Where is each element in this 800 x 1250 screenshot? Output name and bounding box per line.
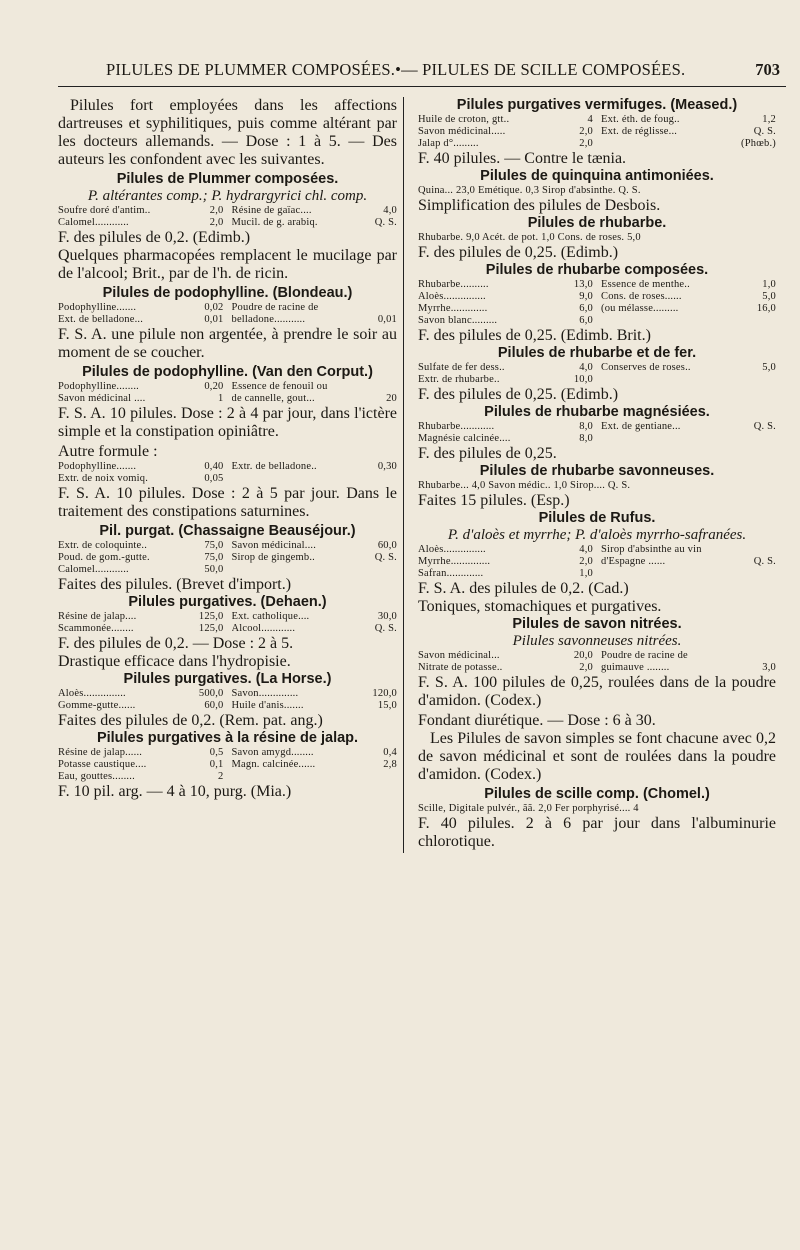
formula-cell [58,611,224,623]
ingredient-name: Ext. catholique.... [231,611,310,622]
ingredient-name: Huile de croton, gtt.. [418,114,510,125]
ingredient-name: Poud. de gom.-gutte. [58,552,150,563]
ingredient-name: Savon médicinal..... [418,126,506,137]
formula-cell [58,552,224,564]
formula-cell [418,138,593,150]
ingredient-name: Extr. de noix vomiq. [58,473,149,484]
formula-cell [58,688,224,700]
ingredient-quantity: 20 [386,393,397,404]
heading-podo-blondeau: Pilules de podophylline. (Blondeau.) [102,285,353,301]
ingredient-name: Rhubarbe.......... [418,279,489,290]
ingredient-quantity: 2,0 [579,556,593,567]
ingredient-name: Podophylline........ [58,381,140,392]
note-jalap: F. 10 pil. arg. — 4 à 10, purg. (Mia.) [58,783,292,800]
formula-cell [601,362,776,374]
left-column [58,97,403,853]
formula-quinquina [418,185,776,197]
ingredient-name: Savon médicinal... [418,650,500,661]
ingredient-quantity: 50,0 [204,564,224,575]
ingredient-name: Safran............. [418,568,484,579]
ingredient-quantity: 2,0 [579,662,593,673]
formula-cell [601,126,776,138]
formula-line: Scille, Digitale pulvér., ãã. 2,0 Fer porphyrisé.... 4 [418,803,639,814]
ingredient-quantity: 5,0 [762,291,776,302]
ingredient-name: Scammonée........ [58,623,134,634]
ingredient-quantity: 0,40 [204,461,224,472]
autre-formule: Autre formule : [58,443,158,460]
formula-cell [58,461,224,473]
ingredient-quantity: 8,0 [579,421,593,432]
ingredient-name: Soufre doré d'antim.. [58,205,151,216]
note-quinquina: Simplification des pilules de Desbois. [418,197,661,214]
ingredient-quantity: 0,20 [204,381,224,392]
heading-scille-chomel: Pilules de scille comp. (Chomel.) [484,786,710,802]
ingredient-quantity: 120,0 [372,688,397,699]
formula-cell [58,302,224,314]
ingredient-quantity: 15,0 [377,700,397,711]
formula-line: Rhubarbe... 4,0 Savon médic.. 1,0 Sirop.... Q. S. [418,480,631,491]
formula-cell [232,623,398,635]
note-savon-nitrees-1: F. S. A. 100 pilules de 0,25, roulées dans de la poudre d'amidon. (Codex.) [418,674,776,709]
formula-cell [418,433,593,445]
formula-cell [418,374,593,386]
note-scille-chomel: F. 40 pilules. 2 à 6 par jour dans l'albuminurie chlorotique. [418,815,776,850]
ingredient-name: Ext. de gentiane... [601,421,681,432]
formula-cell [58,759,224,771]
ingredient-name: Savon médicinal .... [58,393,146,404]
ingredient-quantity: 4 [587,114,593,125]
formula-cell [232,688,398,700]
ingredient-name: Sirop de gingemb.. [231,552,316,563]
formula-cell [232,552,398,564]
formula-cell [232,381,398,393]
page-number: 703 [755,60,780,79]
formula-line: Rhubarbe. 9,0 Acét. de pot. 1,0 Cons. de roses. 5,0 [418,232,641,243]
formula-line: Quina... 23,0 Emétique. 0,3 Sirop d'absinthe. Q. S. [418,185,641,196]
formula-cell [58,381,224,393]
heading-rhubarbe-savon: Pilules de rhubarbe savonneuses. [479,463,715,479]
ingredient-name: Essence de menthe.. [601,279,690,290]
ingredient-name: Extr. de coloquinte.. [58,540,148,551]
formula-cell [601,138,776,150]
ingredient-quantity: 6,0 [579,315,593,326]
formula-cell [418,291,593,303]
ingredient-quantity: 4,0 [383,205,397,216]
ingredient-name: Aloès............... [418,291,486,302]
running-header [58,60,786,87]
formula-podo-blondeau [58,302,397,326]
ingredient-quantity: 0,01 [377,314,397,325]
formula-cell [232,205,398,217]
ingredient-name: Résine de jalap...... [58,747,143,758]
note-podo-corput-2: F. S. A. 10 pilules. Dose : 2 à 5 par jour. Dans le traitement des constipations saturnines. [58,485,397,520]
ingredient-quantity: Q. S. [374,552,397,563]
right-column [403,97,776,853]
ingredient-name: Podophylline....... [58,302,137,313]
formula-rhubarbe-savon [418,480,776,492]
note-rhubarbe-magn: F. des pilules de 0,25. [418,445,557,462]
ingredient-quantity: 75,0 [204,540,224,551]
formula-cell [601,421,776,433]
ingredient-name: Savon blanc......... [418,315,498,326]
formula-rhubarbe-comp [418,279,776,327]
ingredient-name: Conserves de roses.. [601,362,691,373]
note-rufus-1: F. S. A. des pilules de 0,2. (Cad.) [418,580,629,597]
formula-cell [232,302,398,314]
ingredient-quantity: Q. S. [374,217,397,228]
ingredient-name: belladone........... [231,314,306,325]
note-rhubarbe-comp: F. des pilules de 0,25. (Edimb. Brit.) [418,327,651,344]
formula-cell [58,314,224,326]
formula-cell [232,461,398,473]
ingredient-name: Savon.............. [231,688,299,699]
formula-cell [232,217,398,229]
formula-cell [601,279,776,291]
formula-cell [232,393,398,405]
formula-cell [601,114,776,126]
ingredient-name: Extr. de belladone.. [231,461,317,472]
ingredient-name: Sulfate de fer dess.. [418,362,505,373]
formula-cell [58,771,224,783]
ingredient-name: Calomel............ [58,564,129,575]
formula-cell [418,362,593,374]
ingredient-quantity: 1 [218,393,224,404]
ingredient-quantity: 2,0 [209,217,224,228]
ingredient-quantity: 60,0 [377,540,397,551]
ingredient-quantity: 6,0 [579,303,593,314]
heading-rhubarbe-fer: Pilules de rhubarbe et de fer. [497,345,697,361]
formula-cell [58,205,224,217]
intro-paragraph: Pilules fort employées dans les affections dartreuses et syphilitiques, puis comme altérant par les docteurs allemands. — Dose : 1 à 5. — Des auteurs les confondent avec les suivantes. [58,97,397,168]
ingredient-name: Magnésie calcinée.... [418,433,511,444]
ingredient-name: Podophylline....... [58,461,137,472]
ingredient-quantity: 9,0 [579,291,593,302]
ingredient-name: Essence de fenouil ou [231,381,328,392]
ingredient-name: guimauve ........ [601,662,670,673]
formula-plummer [58,205,397,229]
note-podo-blondeau: F. S. A. une pilule non argentée, à prendre le soir au moment de se coucher. [58,326,397,361]
ingredient-name: Ext. de réglisse... [601,126,678,137]
note-plummer-1: F. des pilules de 0,2. (Edimb.) [58,229,251,246]
ingredient-quantity: Q. S. [753,421,776,432]
formula-cell [418,114,593,126]
heading-rhubarbe-comp: Pilules de rhubarbe composées. [485,262,709,278]
ingredient-name: Savon amygd........ [231,747,314,758]
ingredient-quantity: Q. S. [753,126,776,137]
ingredient-name: Myrrhe.............. [418,556,491,567]
formula-horse [58,688,397,712]
heading-rhubarbe: Pilules de rhubarbe. [527,215,667,231]
formula-savon-nitrees [418,650,776,674]
formula-cell [418,303,593,315]
ingredient-name: Résine de jalap.... [58,611,137,622]
subtitle-rufus: P. d'aloès et myrrhe; P. d'aloès myrrho-safranées. [447,527,747,543]
ingredient-name: Myrrhe............. [418,303,488,314]
ingredient-name: (ou mélasse......... [601,303,679,314]
heading-podo-corput: Pilules de podophylline. (Van den Corput.) [82,364,373,380]
formula-cell [232,771,398,783]
ingredient-name: Sirop d'absinthe au vin [601,544,702,555]
formula-cell [418,650,593,662]
formula-cell [418,279,593,291]
note-dehaen-1: F. des pilules de 0,2. — Dose : 2 à 5. [58,635,294,652]
ingredient-quantity: 0,5 [209,747,224,758]
note-rhubarbe: F. des pilules de 0,25. (Edimb.) [418,244,619,261]
formula-cell [601,544,776,556]
ingredient-name: Magn. calcinée...... [231,759,316,770]
formula-cell [418,662,593,674]
formula-cell [58,623,224,635]
ingredient-name: Huile d'anis....... [231,700,304,711]
ingredient-quantity: 500,0 [198,688,224,699]
heading-horse: Pilules purgatives. (La Horse.) [123,671,332,687]
ingredient-name: Poudre de racine de [601,650,688,661]
note-chassaigne: Faites des pilules. (Brevet d'import.) [58,576,292,593]
ingredient-name: Eau, gouttes........ [58,771,135,782]
formula-cell [601,433,776,445]
note-meased: F. 40 pilules. — Contre le tænia. [418,150,627,167]
note-rhubarbe-fer: F. des pilules de 0,25. (Edimb.) [418,386,619,403]
formula-cell [232,759,398,771]
ingredient-name: Extr. de rhubarbe.. [418,374,500,385]
note-plummer-2: Quelques pharmacopées remplacent le mucilage par de l'alcool; Brit., par de l'h. de ricin. [58,247,397,282]
formula-podo-corput-2 [58,461,397,485]
formula-cell [601,650,776,662]
formula-cell [58,747,224,759]
ingredient-quantity: 30,0 [377,611,397,622]
ingredient-quantity: Q. S. [374,623,397,634]
heading-rufus: Pilules de Rufus. [538,510,656,526]
ingredient-quantity: 2,0 [579,138,593,149]
heading-dehaen: Pilules purgatives. (Dehaen.) [128,594,327,610]
ingredient-name: Savon médicinal.... [231,540,317,551]
ingredient-name: d'Espagne ...... [601,556,666,567]
running-title: PILULES DE PLUMMER COMPOSÉES.•— PILULES DE SCILLE COMPOSÉES. [106,60,686,79]
ingredient-name: Poudre de racine de [231,302,319,313]
note-dehaen-2: Drastique efficace dans l'hydropisie. [58,653,291,670]
formula-jalap [58,747,397,783]
two-columns [58,97,786,853]
formula-cell [58,700,224,712]
ingredient-quantity: 0,1 [209,759,224,770]
ingredient-name: Ext. éth. de foug.. [601,114,680,125]
ingredient-name: Aloès............... [418,544,486,555]
formula-cell [232,747,398,759]
ingredient-name: Calomel............ [58,217,129,228]
ingredient-quantity: 0,4 [383,747,397,758]
ingredient-name: de cannelle, gout... [231,393,315,404]
ingredient-quantity: (Phœb.) [741,138,776,149]
ingredient-name: Cons. de roses...... [601,291,682,302]
formula-cell [601,556,776,568]
formula-cell [601,303,776,315]
formula-cell [601,568,776,580]
ingredient-quantity: 0,30 [377,461,397,472]
ingredient-name: Résine de gaïac.... [231,205,312,216]
note-savon-nitrees-3: Les Pilules de savon simples se font chacune avec 0,2 de savon médicinal et sont de roulées dans la poudre d'amidon. (Codex.) [418,730,776,783]
formula-dehaen [58,611,397,635]
formula-cell [418,544,593,556]
formula-scille-chomel [418,803,776,815]
formula-cell [232,700,398,712]
formula-rhubarbe-fer [418,362,776,386]
ingredient-quantity: 0,02 [204,302,224,313]
ingredient-quantity: 4,0 [579,544,593,555]
ingredient-name: Ext. de belladone... [58,314,144,325]
formula-cell [232,540,398,552]
formula-cell [418,556,593,568]
formula-chassaigne [58,540,397,576]
ingredient-quantity: 1,0 [579,568,593,579]
formula-cell [58,217,224,229]
ingredient-name: Rhubarbe............ [418,421,495,432]
note-horse: Faites des pilules de 0,2. (Rem. pat. ang.) [58,712,323,729]
ingredient-quantity: 13,0 [573,279,593,290]
ingredient-quantity: 1,0 [762,279,776,290]
ingredient-quantity: 5,0 [762,362,776,373]
formula-cell [232,473,398,485]
formula-cell [418,315,593,327]
formula-cell [601,291,776,303]
heading-meased: Pilules purgatives vermifuges. (Meased.) [456,97,738,113]
heading-plummer: Pilules de Plummer composées. [116,171,339,187]
ingredient-quantity: 1,2 [762,114,776,125]
formula-cell [418,421,593,433]
note-podo-corput: F. S. A. 10 pilules. Dose : 2 à 4 par jour, dans l'ictère simple et la constipation opiniâtre. [58,405,397,440]
ingredient-quantity: 2 [218,771,224,782]
formula-cell [58,540,224,552]
formula-cell [232,564,398,576]
ingredient-quantity: 2,0 [209,205,224,216]
ingredient-quantity: 2,0 [579,126,593,137]
ingredient-quantity: 4,0 [579,362,593,373]
formula-cell [418,126,593,138]
ingredient-name: Aloès............... [58,688,126,699]
formula-cell [232,314,398,326]
formula-rhubarbe [418,232,776,244]
ingredient-quantity: 0,01 [204,314,224,325]
ingredient-name: Alcool............ [231,623,296,634]
formula-rhubarbe-magn [418,421,776,445]
formula-cell [58,564,224,576]
heading-chassaigne: Pil. purgat. (Chassaigne Beauséjour.) [99,523,356,539]
ingredient-quantity: 8,0 [579,433,593,444]
heading-savon-nitrees: Pilules de savon nitrées. [512,616,682,632]
formula-podo-corput [58,381,397,405]
formula-cell [601,315,776,327]
formula-cell [601,374,776,386]
formula-meased [418,114,776,150]
ingredient-quantity: 2,8 [383,759,397,770]
formula-rufus [418,544,776,580]
heading-rhubarbe-magn: Pilules de rhubarbe magnésiées. [484,404,710,420]
ingredient-name: Mucil. de g. arabiq. [231,217,318,228]
ingredient-quantity: 10,0 [573,374,593,385]
ingredient-quantity: 60,0 [204,700,224,711]
ingredient-quantity: 75,0 [204,552,224,563]
heading-quinquina: Pilules de quinquina antimoniées. [480,168,714,184]
ingredient-quantity: 125,0 [198,623,224,634]
ingredient-quantity: 3,0 [762,662,776,673]
formula-cell [58,473,224,485]
ingredient-name: Potasse caustique.... [58,759,147,770]
note-rhubarbe-savon: Faites 15 pilules. (Esp.) [418,492,570,509]
note-savon-nitrees-2: Fondant diurétique. — Dose : 6 à 30. [418,712,656,729]
subtitle-savon-nitrees: Pilules savonneuses nitrées. [512,633,682,649]
note-rufus-2: Toniques, stomachiques et purgatives. [418,598,662,615]
ingredient-quantity: 16,0 [756,303,776,314]
subtitle-plummer: P. altérantes comp.; P. hydrargyrici chl. comp. [87,188,368,204]
formula-cell [58,393,224,405]
formula-cell [232,611,398,623]
formula-cell [418,568,593,580]
heading-jalap: Pilules purgatives à la résine de jalap. [96,730,359,746]
ingredient-name: Jalap d°......... [418,138,479,149]
ingredient-quantity: Q. S. [753,556,776,567]
formula-cell [601,662,776,674]
ingredient-quantity: 0,05 [204,473,224,484]
ingredient-name: Nitrate de potasse.. [418,662,503,673]
ingredient-name: Gomme-gutte...... [58,700,136,711]
ingredient-quantity: 125,0 [198,611,224,622]
ingredient-quantity: 20,0 [573,650,593,661]
